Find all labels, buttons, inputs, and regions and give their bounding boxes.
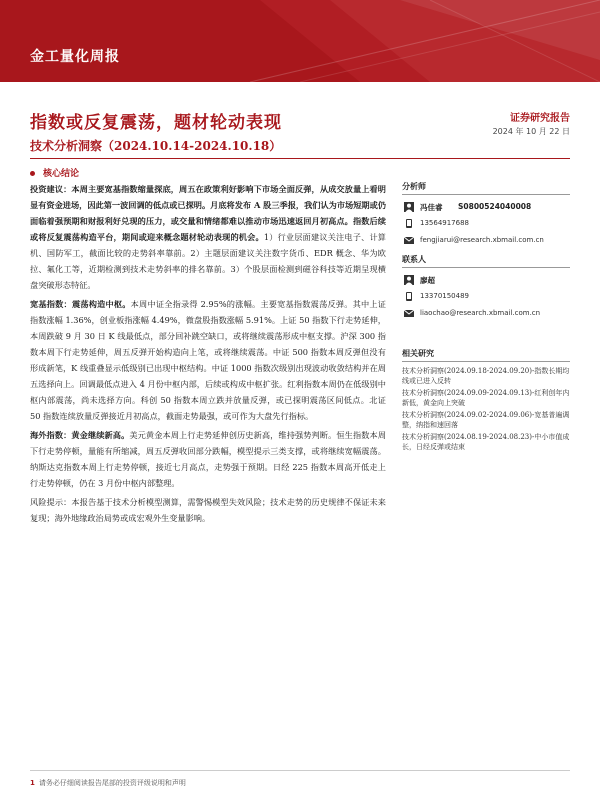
banner-title: 金工量化周报 (30, 49, 120, 65)
p1-bold-text: 本周主要宽基指数缩量探底，周五在政策利好影响下市场全面反弹，从成交放量上看明显有资金进场，因此第一波回调的低点或已探明。月底将发布 A 股三季报，我们认为市场短期或仍面临着强预期和财报利好兑现的压力，或交量和情绪都难以推动市场迅速返回月初高点。指数后续或将反复震荡构造平台，期间或迎来概念题材轮动表现的机会。 (30, 184, 386, 242)
main-body (30, 181, 386, 529)
footer-divider (30, 770, 570, 771)
paragraph-overseas (30, 427, 386, 491)
analyst-email[interactable]: fengjiarui@research.xbmail.com.cn (420, 236, 544, 244)
contact-email-row (402, 306, 570, 323)
phone-icon (404, 292, 414, 301)
report-subtitle: 技术分析洞察（2024.10.14-2024.10.18） (30, 139, 282, 153)
analyst-phone: 13564917688 (420, 219, 469, 227)
contact-email[interactable]: liaochao@research.xbmail.com.cn (420, 309, 541, 317)
core-heading-text: 核心结论 (43, 169, 80, 179)
p2-text: 本周中证全指录得 2.95%的涨幅。主要宽基指数震荡反弹。其中上证指数涨幅 1.36%，创业板指涨幅 4.49%，微盘股指数涨幅 5.91%。上证 50 指数下行走势延伸，本周跌破 9 月 30 日 K 线最低点，部分回补跳空缺口，或将继续震荡形成中枢支撑。沪深 300 指数本周下行走势延伸，周五反弹开始构造向上笔，或将继续震荡。中证 500 指数本周反弹但没有形成新笔，K 线重叠显示低级别已出现中枢结构。中证 1000 指数次级别出现波动收敛结构并在周五选择向上。回调最低点进入 4 月份中枢内部，后续或构成中枢扩张。红利指数本周仍在低级别中枢内部震荡，尚未选择方向。科创 50 指数本周立跌并放量反弹，或已探明震荡区间低点。北证 50 指数连续放量反弹接近月初高点，截面走势最强，或可作为大盘先行指标。 (30, 299, 386, 421)
related-item[interactable]: 技术分析洞察(2024.09.18-2024.09.20)-指数长期均线或已进入反转 (402, 367, 570, 385)
related-research (402, 348, 570, 455)
related-item[interactable]: 技术分析洞察(2024.08.19-2024.08.23)-中小市值成长，日经反弹或结束 (402, 433, 570, 451)
bullet-icon (30, 171, 35, 176)
paragraph-risk (30, 494, 386, 526)
report-date: 2024 年 10 月 22 日 (492, 127, 570, 136)
page-number: 1 (30, 779, 35, 787)
related-heading: 相关研究 (402, 348, 570, 362)
sidebar (402, 181, 570, 323)
p2-label: 宽基指数：震荡构造中枢。 (30, 299, 131, 309)
p4-text: 风险提示：本报告基于技术分析模型测算，需警惕模型失效风险；技术走势的历史规律不保证未来复现；海外地缘政治局势或成宏观外生变量影响。 (30, 497, 386, 523)
person-icon (404, 275, 414, 285)
contact-name: 廖超 (420, 276, 435, 285)
analyst-cert: S0800524040008 (458, 202, 532, 211)
email-icon (404, 309, 414, 318)
phone-icon (404, 219, 414, 228)
core-conclusion-heading (30, 166, 79, 179)
title-divider (30, 158, 570, 159)
analyst-row (402, 200, 570, 216)
report-type-label: 证券研究报告 (510, 113, 570, 124)
p3-label: 海外指数：黄金继续新高。 (30, 430, 130, 440)
analyst-email-row (402, 233, 570, 250)
header-banner (0, 0, 600, 82)
paragraph-broad-index (30, 296, 386, 424)
banner-decoration (0, 0, 600, 82)
footer-text: 请务必仔细阅读报告尾部的投资评级说明和声明 (38, 779, 186, 787)
analyst-heading: 分析师 (402, 181, 570, 195)
contact-row (402, 273, 570, 289)
p1-label: 投资建议： (30, 184, 72, 194)
contact-phone-row (402, 289, 570, 306)
analyst-phone-row (402, 216, 570, 233)
analyst-name: 冯佳睿 (420, 203, 443, 212)
person-icon (404, 202, 414, 212)
email-icon (404, 236, 414, 245)
contact-heading: 联系人 (402, 254, 570, 268)
related-item[interactable]: 技术分析洞察(2024.09.09-2024.09.13)-红利创年内新低，黄金向上突破 (402, 389, 570, 407)
p1-rest-text: 1）行业层面建议关注电子、计算机、国防军工，截面比较的走势斜率靠前。2）主题层面建议关注数字货币、EDR 概念、华为欧拉、氟化工等，近期检测到技术走势斜率的排名靠前。3）个股层面检测到磁谷科技等近期呈现横盘突破形态特征。 (30, 232, 386, 290)
related-item[interactable]: 技术分析洞察(2024.09.02-2024.09.06)-宽基普遍调整，纳指和速回落 (402, 411, 570, 429)
footer (30, 778, 186, 788)
p3-text: 美元黄金本周上行走势延伸创历史新高，维持强势判断。恒生指数本周下行走势停顿，量能有所缩减，周五反弹收回部分跌幅，模型提示三类支撑，或将继续宽幅震荡。纳斯达克指数本周上行走势停顿，接近七月高点，走势强于预期。日经 225 指数本周高开低走上行走势停顿，仍在 3 月份中枢内部整理。 (30, 430, 386, 488)
report-title: 指数或反复震荡，题材轮动表现 (30, 113, 282, 133)
paragraph-investment (30, 181, 386, 293)
contact-phone: 13370150489 (420, 292, 469, 300)
